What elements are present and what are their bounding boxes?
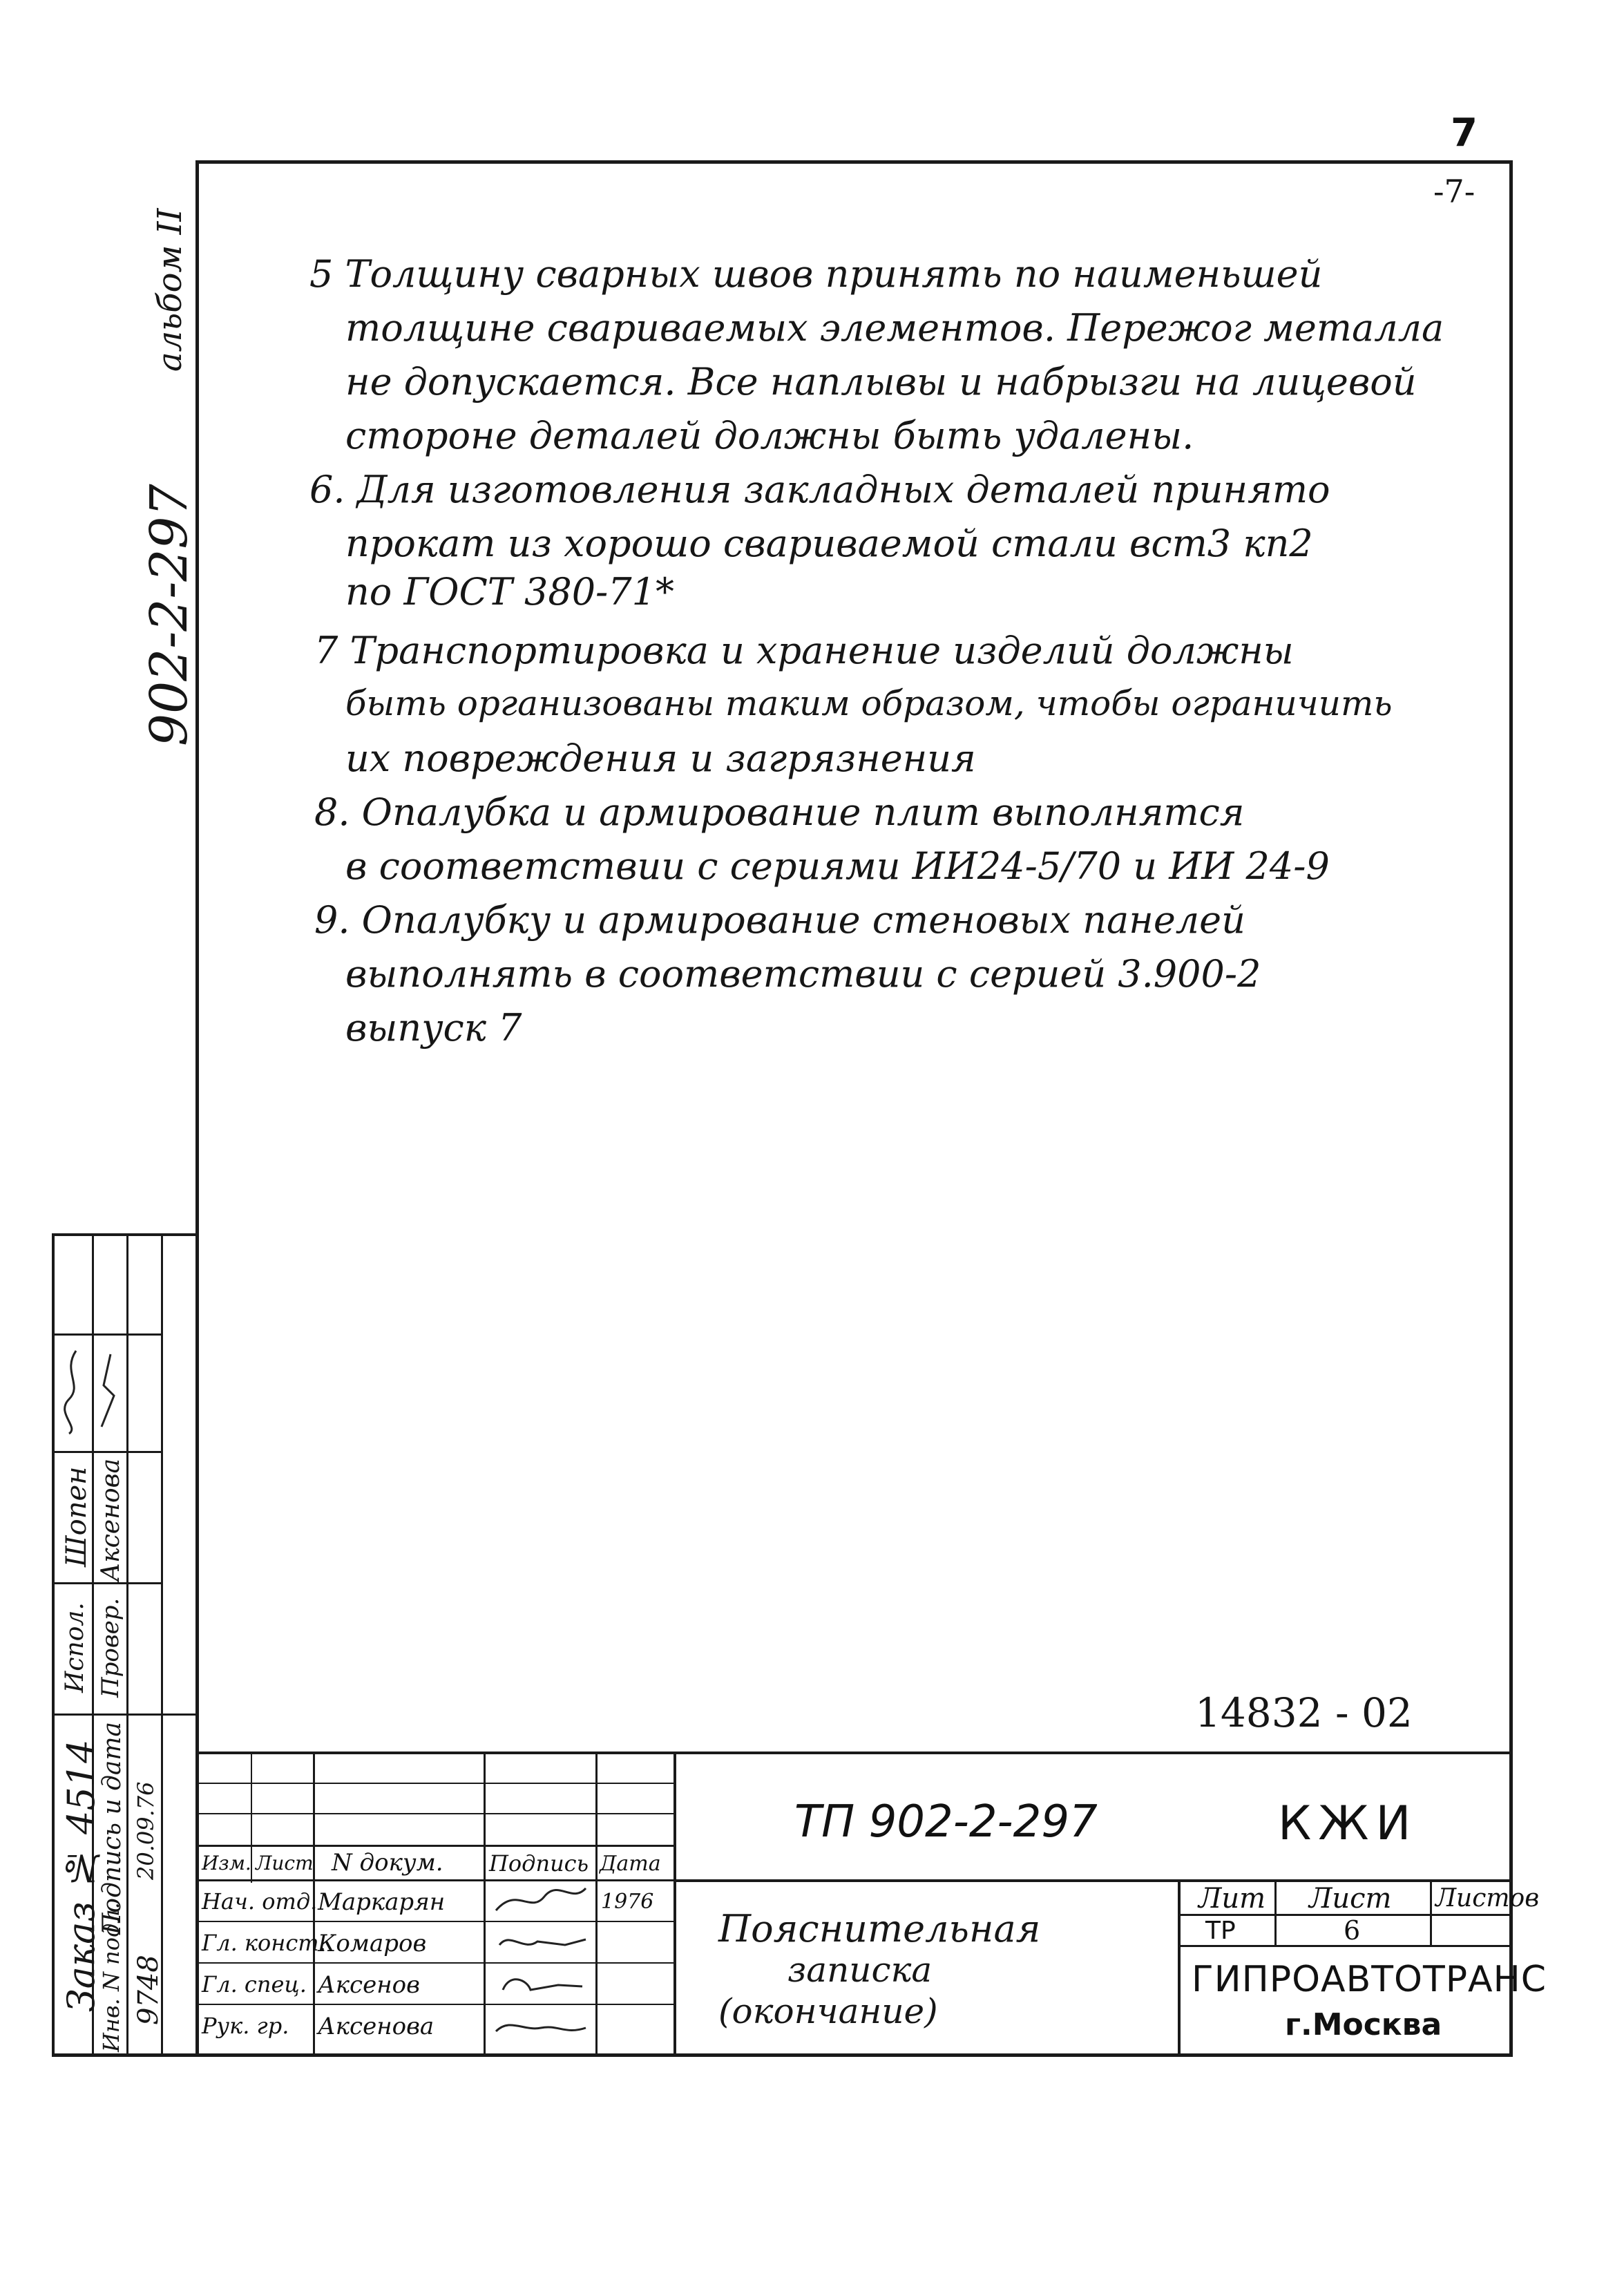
col-header-list: Лист xyxy=(256,1852,314,1874)
corner-page-number: 7 xyxy=(1451,111,1478,155)
signature-icon xyxy=(489,1966,593,2002)
note-line: 7 Транспортировка и хранение изделий должны xyxy=(314,629,1294,672)
city: г.Москва xyxy=(1285,2007,1442,2042)
album-label: альбом II xyxy=(151,208,189,372)
frame-bottom xyxy=(52,2053,1513,2057)
note-line: толщине свариваемых элементов. Пережог металла xyxy=(345,306,1444,350)
row-role: Гл. спец. xyxy=(202,1971,307,1997)
row-name: Комаров xyxy=(318,1930,427,1957)
signature-icon xyxy=(55,1344,90,1441)
drawing-mark: КЖИ xyxy=(1278,1796,1418,1851)
inv-header: Инв. N подл. xyxy=(98,1902,124,2052)
sheet-header: Лист xyxy=(1309,1883,1392,1915)
signature-icon xyxy=(489,2007,593,2043)
note-line: выполнять в соответствии с серией 3.900-2 xyxy=(345,952,1261,996)
row2-name: Аксенова xyxy=(97,1458,125,1582)
sheet-marker: -7- xyxy=(1433,173,1475,210)
note-line: 6. Для изготовления закладных деталей принято xyxy=(309,468,1330,511)
row2-label: Провер. xyxy=(97,1597,124,1698)
col-header-izm: Изм. xyxy=(202,1852,251,1874)
order-label: Заказ № 4514 xyxy=(59,1739,103,2013)
note-line: их повреждения и загрязнения xyxy=(345,737,976,780)
note-line: быть организованы таким образом, чтобы ограничить xyxy=(345,683,1393,723)
row-role: Рук. гр. xyxy=(202,2013,289,2039)
sheets-header: Листов xyxy=(1435,1884,1540,1912)
inv-value: 9748 xyxy=(133,1955,164,2025)
signature-icon xyxy=(93,1344,124,1441)
organization: ГИПРОАВТОТРАНС xyxy=(1192,1959,1547,2000)
sign-date-header: Подпись и дата xyxy=(98,1722,126,1935)
note-line: 5 Толщину сварных швов принять по наименьшей xyxy=(309,252,1323,296)
sheet-value: 6 xyxy=(1344,1915,1361,1946)
doc-title-line: (окончание) xyxy=(718,1991,938,2031)
lit-value: ТР xyxy=(1205,1917,1236,1945)
frame-left xyxy=(195,160,199,2057)
row1-label: Испол. xyxy=(61,1602,89,1693)
note-line: стороне деталей должны быть удалены. xyxy=(345,414,1194,457)
document-id: 14832 - 02 xyxy=(1195,1689,1413,1736)
signature-icon xyxy=(489,1883,593,1919)
row-role: Гл. конст. xyxy=(202,1930,326,1956)
signature-icon xyxy=(489,1924,593,1960)
sign-date-value: 20.09.76 xyxy=(133,1781,159,1881)
side-code: 902-2-297 xyxy=(140,484,199,746)
row-name: Аксенова xyxy=(318,2013,434,2040)
row-name: Аксенов xyxy=(318,1971,420,1999)
row-name: Маркарян xyxy=(318,1888,446,1916)
note-line: прокат из хорошо свариваемой стали вст3 кп2 xyxy=(345,522,1313,565)
lit-header: Лит xyxy=(1198,1883,1266,1915)
note-line: в соответствии с сериями ИИ24-5/70 и ИИ 24-9 xyxy=(345,844,1330,888)
col-header-date: Дата xyxy=(600,1852,661,1876)
doc-title-line: записка xyxy=(787,1950,933,1990)
frame-right xyxy=(1509,160,1513,2057)
col-header-sign: Подпись xyxy=(489,1850,589,1877)
row-role: Нач. отд. xyxy=(202,1888,318,1915)
note-line: 8. Опалубка и армирование плит выполнятся xyxy=(314,790,1245,834)
project-code: ТП 902-2-297 xyxy=(794,1796,1098,1848)
doc-title-line: Пояснительная xyxy=(718,1907,1041,1950)
frame-top xyxy=(195,160,1513,164)
row1-name: Шопен xyxy=(61,1466,93,1567)
note-line: не допускается. Все наплывы и набрызги на лицевой xyxy=(345,360,1417,404)
row-date: 1976 xyxy=(601,1890,654,1914)
note-line: 9. Опалубку и армирование стеновых панелей xyxy=(314,898,1245,942)
note-line: выпуск 7 xyxy=(345,1006,522,1050)
col-header-doc: N докум. xyxy=(332,1849,443,1877)
note-line: по ГОСТ 380-71* xyxy=(345,570,675,614)
